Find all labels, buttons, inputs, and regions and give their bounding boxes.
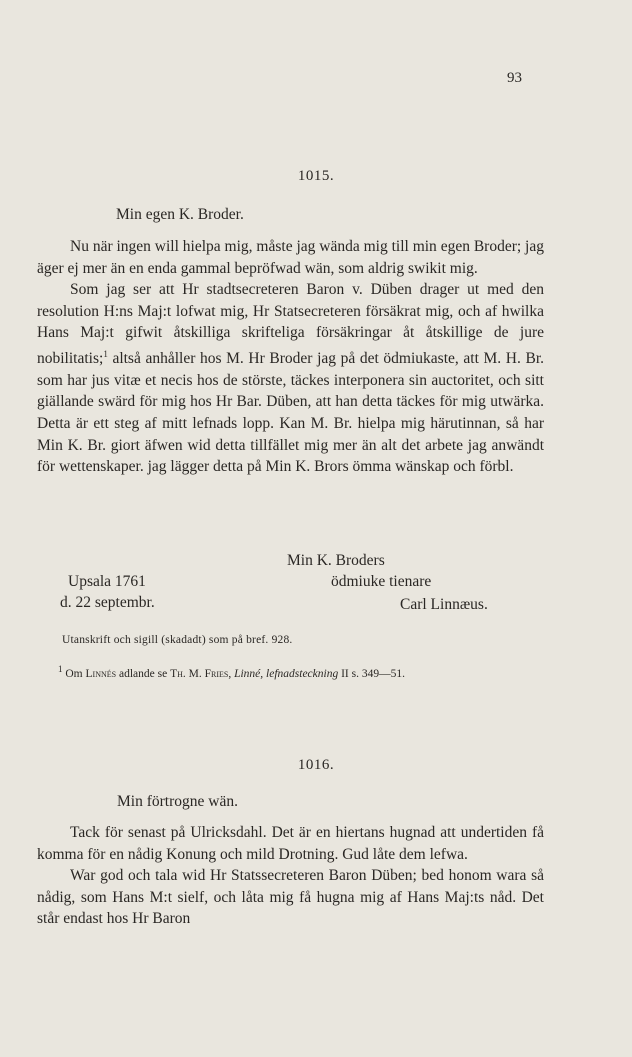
footnote-text: adlande se xyxy=(118,667,168,680)
letter-place: Upsala 1761 xyxy=(68,573,146,590)
letter-number: 1015. xyxy=(297,168,335,184)
paragraph-text: Som jag ser att Hr stadtsecreteren Baron v. Düben drager ut med den resolution H:ns Maj:t lofwat mig, Hr Statsecreteren försäkrat mig, och af hwilka Hans Maj:t gifwit åtskilliga skrifteliga försäkringar åt åtskillige de jure nobilitatis; xyxy=(37,281,544,368)
closing-line: ödmiuke tienare xyxy=(331,573,432,590)
footnote-author: Th. M. Fries, xyxy=(170,667,232,680)
letter-number: 1016. xyxy=(297,757,335,773)
letter-salutation: Min förtrogne wän. xyxy=(117,793,238,810)
letter-date: d. 22 septembr. xyxy=(60,594,155,611)
paragraph-text: altså anhåller hos M. Hr Broder jag på det ödmiukaste, att M. H. Br. som har jus vitæ et necis hos de störste, täckes interponera sin auctoritet, och sitt giällande swärd för mig hos Hr Bar. Düben, att han detta täckes för mig utwärka. Detta är ett steg af mitt lefnads lopp. Kan M. Br. hielpa mig härutinnan, så har Min K. Br. giort äfwen wid detta tillfället mig mer än alt det arbete jag anwändt för wettenskaper. jag lägger detta på Min K. Brors ömma wänskap och förbl. xyxy=(37,350,544,476)
source-note: Utanskrift och sigill (skadadt) som på bref. 928. xyxy=(62,634,293,646)
signature: Carl Linnæus. xyxy=(400,596,488,613)
page-number: 93 xyxy=(507,70,522,86)
footnote-text: Om xyxy=(65,667,83,680)
letter-body xyxy=(37,822,544,930)
footnote-mark: 1 xyxy=(103,348,108,359)
paragraph: Nu när ingen will hielpa mig, måste jag wända mig till min egen Broder; jag äger ej mer än en enda gammal bepröfwad wän, som aldrig swikit mig. xyxy=(37,238,544,277)
letter-salutation: Min egen K. Broder. xyxy=(116,206,244,223)
footnote-mark: 1 xyxy=(58,664,63,674)
paragraph: War god och tala wid Hr Statssecreteren Baron Düben; bed honom wara så nådig, som Hans M:t sielf, och låta mig få hugna mig af Hans Maj:ts nåd. Det står endast hos Hr Baron xyxy=(37,867,544,928)
letter-body xyxy=(37,236,544,478)
footnote-text: II s. 349—51. xyxy=(341,667,405,680)
closing-line: Min K. Broders xyxy=(287,552,385,569)
footnote-title: Linné, lefnadsteckning xyxy=(234,667,339,680)
footnote-author: Linnés xyxy=(85,667,117,680)
paragraph: Tack för senast på Ulricksdahl. Det är en hiertans hugnad att undertiden få komma för en nådig Konung och mild Drotning. Gud låte dem lefwa. xyxy=(37,824,544,863)
footnote xyxy=(58,664,405,680)
paragraph xyxy=(37,279,544,478)
